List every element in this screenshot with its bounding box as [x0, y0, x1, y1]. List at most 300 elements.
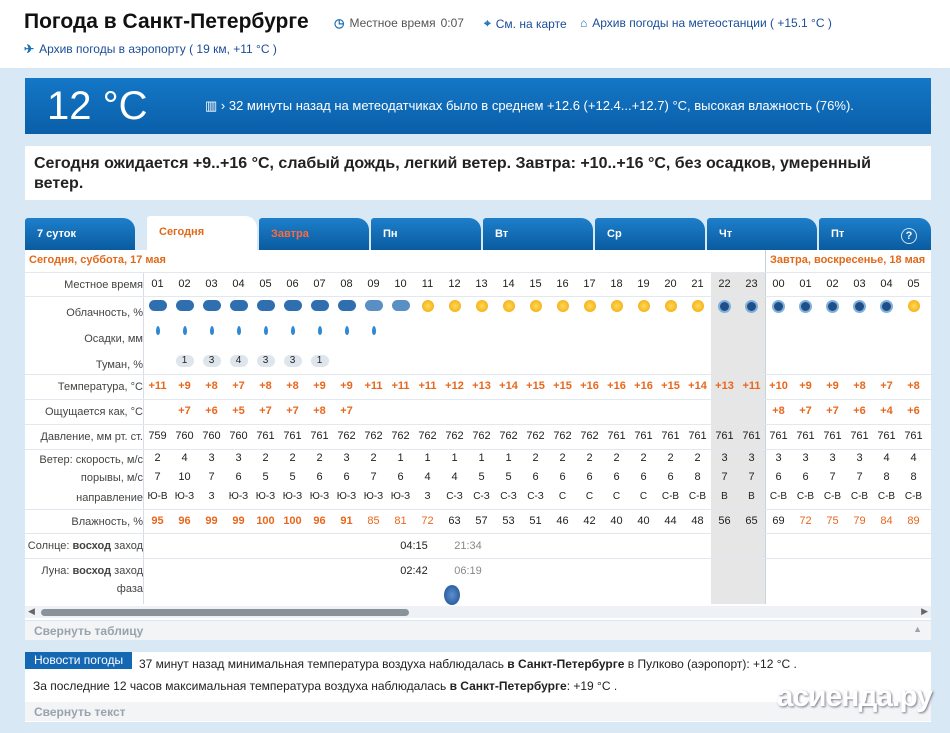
hour-cell: 05 [907, 278, 920, 290]
archive-airport-link[interactable]: ✈ Архив погоды в аэропорту ( 19 км, +11 °C ) [24, 42, 277, 56]
gust-cell: 6 [397, 471, 404, 483]
gust-cell: 7 [856, 471, 863, 483]
hour-cell: 04 [232, 278, 245, 290]
wind-cell: 4 [910, 452, 917, 464]
feels-cell: +4 [880, 405, 893, 417]
cloud-icon [230, 300, 248, 311]
pressure-cell: 762 [526, 430, 545, 442]
dir-cell: С-В [877, 491, 896, 502]
pressure-cell: 761 [661, 430, 680, 442]
gust-cell: 5 [505, 471, 512, 483]
humidity-cell: 48 [691, 515, 704, 527]
wind-cell: 3 [856, 452, 863, 464]
hour-cell: 23 [745, 278, 758, 290]
humidity-cell: 72 [421, 515, 434, 527]
temp-cell: +8 [259, 380, 272, 392]
humidity-cell: 81 [394, 515, 407, 527]
pressure-cell: 761 [715, 430, 734, 442]
wind-cell: 3 [748, 452, 755, 464]
wind-cell: 3 [721, 452, 728, 464]
dir-cell: С-В [850, 491, 869, 502]
hour-cell: 03 [205, 278, 218, 290]
wind-cell: 2 [532, 452, 539, 464]
hour-cell: 22 [718, 278, 731, 290]
feels-cell: +7 [826, 405, 839, 417]
sun-icon [584, 300, 596, 312]
cloud-icon [365, 300, 383, 311]
scroll-right-icon[interactable]: ▶ [921, 606, 928, 616]
dir-cell: Ю-В [147, 491, 168, 502]
night-icon [772, 300, 785, 313]
cloud-icon [630, 300, 657, 315]
drop-icon [345, 326, 349, 335]
humidity-cell: 53 [502, 515, 515, 527]
drop-icon [372, 326, 376, 335]
pressure-cell: 762 [472, 430, 491, 442]
tab-wed[interactable]: Ср [595, 218, 705, 250]
hour-cell: 18 [610, 278, 623, 290]
cloud-icon [468, 300, 495, 315]
humidity-cell: 99 [205, 515, 218, 527]
humidity-cell: 51 [529, 515, 542, 527]
gust-cell: 6 [235, 471, 242, 483]
feels-cell: +7 [799, 405, 812, 417]
hourly-table [25, 250, 931, 620]
archive-station-link[interactable]: ⌂ Архив погоды на метеостанции ( +15.1 °C ) [580, 16, 832, 30]
cloud-icon [738, 300, 765, 316]
pressure-cell: 761 [607, 430, 626, 442]
horizontal-scrollbar[interactable] [25, 606, 931, 618]
temp-cell: +13 [472, 380, 491, 392]
dir-cell: В [721, 491, 728, 502]
hour-cell: 06 [286, 278, 299, 290]
wind-cell: 2 [694, 452, 701, 464]
humidity-cell: 56 [718, 515, 731, 527]
sun-icon [530, 300, 542, 312]
day-tabs [25, 214, 931, 250]
hour-cell: 15 [529, 278, 542, 290]
hour-cell: 08 [340, 278, 353, 290]
rain-icon [306, 326, 333, 338]
cloud-icon [225, 300, 252, 314]
feels-cell: +7 [286, 405, 299, 417]
dir-cell: С [558, 491, 567, 502]
hour-cell: 21 [691, 278, 704, 290]
cloud-icon [792, 300, 819, 316]
fog-cell [198, 354, 225, 367]
feels-cell: +8 [772, 405, 785, 417]
header [0, 0, 950, 68]
cloud-icon [203, 300, 221, 311]
dir-cell: С-В [796, 491, 815, 502]
row-humidity: Влажность, % [25, 509, 931, 533]
cloud-icon [176, 300, 194, 311]
dir-cell: Ю-З [228, 491, 249, 502]
pressure-cell: 762 [553, 430, 572, 442]
news-line-1: 37 минут назад минимальная температура воздуха наблюдалась в Санкт-Петербурге в Пулково (аэропорт): +12 °C . [139, 657, 797, 671]
sun-icon [503, 300, 515, 312]
pressure-cell: 762 [391, 430, 410, 442]
temp-cell: +9 [313, 380, 326, 392]
drop-icon [318, 326, 322, 335]
building-icon: ▥ › [205, 98, 226, 113]
tab-thu[interactable]: Чт [707, 218, 817, 250]
temp-cell: +7 [232, 380, 245, 392]
cloud-icon [338, 300, 356, 311]
wind-cell: 2 [289, 452, 296, 464]
tab-mon[interactable]: Пн [371, 218, 481, 250]
cloud-icon [819, 300, 846, 316]
temp-cell: +11 [148, 380, 167, 392]
cloud-icon [684, 300, 711, 315]
humidity-cell: 96 [313, 515, 326, 527]
dir-cell: Ю-З [174, 491, 195, 502]
cloud-icon [360, 300, 387, 314]
dir-cell: С-В [688, 491, 707, 502]
night-icon [853, 300, 866, 313]
cloud-icon [306, 300, 333, 314]
temp-cell: +16 [634, 380, 653, 392]
hour-cell: 17 [583, 278, 596, 290]
humidity-cell: 95 [151, 515, 164, 527]
watermark: асиенда.ру [776, 680, 932, 713]
night-icon [718, 300, 731, 313]
temp-cell: +9 [178, 380, 191, 392]
cloud-icon [392, 300, 410, 311]
rain-icon [279, 326, 306, 338]
humidity-cell: 79 [853, 515, 866, 527]
row-moon: Луна: восход заход фаза 02:42 06:19 [25, 558, 931, 606]
temp-cell: +16 [607, 380, 626, 392]
temp-cell: +11 [418, 380, 437, 392]
humidity-cell: 96 [178, 515, 191, 527]
temp-cell: +15 [661, 380, 680, 392]
humidity-cell: 100 [283, 515, 302, 527]
temp-cell: +14 [688, 380, 707, 392]
sun-icon [557, 300, 569, 312]
temp-cell: +15 [526, 380, 545, 392]
map-link[interactable]: ⌖ См. на карте [484, 16, 567, 31]
gust-cell: 6 [343, 471, 350, 483]
tab-tomorrow[interactable]: Завтра [259, 218, 369, 250]
help-icon[interactable]: ? [901, 228, 917, 244]
feels-cell: +7 [259, 405, 272, 417]
hour-cell: 01 [799, 278, 812, 290]
drop-icon [210, 326, 214, 335]
wind-cell: 2 [316, 452, 323, 464]
fog-icon: 3 [257, 355, 275, 367]
row-feels: Ощущается как, °C [25, 399, 931, 424]
gust-cell: 6 [667, 471, 674, 483]
tab-tue[interactable]: Вт [483, 218, 593, 250]
row-time: Местное время [25, 272, 931, 296]
cloud-icon [603, 300, 630, 315]
gust-cell: 8 [910, 471, 917, 483]
gust-cell: 7 [748, 471, 755, 483]
wind-cell: 4 [181, 452, 188, 464]
temp-cell: +8 [907, 380, 920, 392]
cloud-icon [279, 300, 306, 314]
humidity-cell: 69 [772, 515, 785, 527]
feels-cell: +6 [205, 405, 218, 417]
cloud-icon [387, 300, 414, 314]
feels-cell: +6 [907, 405, 920, 417]
gust-cell: 6 [802, 471, 809, 483]
gust-cell: 6 [559, 471, 566, 483]
humidity-cell: 91 [340, 515, 353, 527]
cloud-icon [311, 300, 329, 311]
temp-cell: +8 [286, 380, 299, 392]
hour-cell: 03 [853, 278, 866, 290]
fog-cell [279, 354, 306, 367]
cloud-icon [144, 300, 171, 314]
temp-cell: +9 [340, 380, 353, 392]
temp-cell: +12 [445, 380, 464, 392]
pressure-cell: 762 [580, 430, 599, 442]
dir-cell: З [424, 491, 431, 502]
pressure-cell: 761 [742, 430, 761, 442]
gust-cell: 7 [721, 471, 728, 483]
rain-icon [360, 326, 387, 338]
wind-cell: 3 [802, 452, 809, 464]
sun-icon [422, 300, 434, 312]
pressure-cell: 761 [688, 430, 707, 442]
temp-cell: +11 [391, 380, 410, 392]
drop-icon [291, 326, 295, 335]
hour-cell: 12 [448, 278, 461, 290]
fog-cell [171, 354, 198, 367]
row-clouds: Облачность, % Осадки, мм Туман, % [25, 296, 931, 388]
gust-cell: 7 [370, 471, 377, 483]
humidity-cell: 57 [475, 515, 488, 527]
feels-cell: +5 [232, 405, 245, 417]
feels-cell: +7 [178, 405, 191, 417]
dir-cell: Ю-З [309, 491, 330, 502]
pressure-cell: 760 [175, 430, 194, 442]
gust-cell: 5 [262, 471, 269, 483]
wind-cell: 3 [235, 452, 242, 464]
cloud-icon [711, 300, 738, 316]
fog-cell [252, 354, 279, 367]
scroll-thumb[interactable] [41, 609, 409, 616]
humidity-cell: 99 [232, 515, 245, 527]
pressure-cell: 761 [256, 430, 275, 442]
temp-cell: +9 [799, 380, 812, 392]
dir-cell: В [748, 491, 755, 502]
gust-cell: 7 [829, 471, 836, 483]
forecast-summary: Сегодня ожидается +9..+16 °C, слабый дождь, легкий ветер. Завтра: +10..+16 °C, без осадков, умеренный ветер. [25, 146, 931, 200]
hour-cell: 10 [394, 278, 407, 290]
drop-icon [264, 326, 268, 335]
dir-cell: С-В [769, 491, 788, 502]
drop-icon [237, 326, 241, 335]
temp-cell: +14 [499, 380, 518, 392]
pressure-cell: 761 [310, 430, 329, 442]
sun-icon [692, 300, 704, 312]
rain-icon [333, 326, 360, 338]
fog-icon: 4 [230, 355, 248, 367]
tab-7-days[interactable]: 7 суток [25, 218, 135, 250]
rain-icon [198, 326, 225, 338]
airplane-icon: ✈ [24, 42, 35, 56]
dir-cell: С [585, 491, 594, 502]
cloud-icon [765, 300, 792, 316]
fog-icon: 1 [311, 355, 329, 367]
sun-icon [908, 300, 920, 312]
dir-cell: С-З [446, 491, 463, 502]
gust-cell: 6 [613, 471, 620, 483]
sun-icon [611, 300, 623, 312]
hour-cell: 16 [556, 278, 569, 290]
humidity-cell: 42 [583, 515, 596, 527]
gust-cell: 6 [316, 471, 323, 483]
tab-today[interactable]: Сегодня [147, 216, 257, 250]
moon-phase-icon [444, 585, 460, 605]
wind-cell: 2 [370, 452, 377, 464]
cloud-icon [522, 300, 549, 315]
gust-cell: 4 [451, 471, 458, 483]
gust-cell: 6 [640, 471, 647, 483]
wind-cell: 2 [154, 452, 161, 464]
cloud-icon [171, 300, 198, 314]
humidity-cell: 72 [799, 515, 812, 527]
collapse-text-button[interactable]: Свернуть текст [25, 702, 931, 721]
hour-cell: 07 [313, 278, 326, 290]
hour-cell: 13 [475, 278, 488, 290]
current-weather [25, 78, 931, 134]
pressure-cell: 761 [796, 430, 815, 442]
rain-icon [144, 326, 171, 338]
dir-cell: С-З [527, 491, 544, 502]
collapse-table-button[interactable]: Свернуть таблицу ▲ [25, 621, 931, 640]
row-temp: Температура, °C [25, 374, 931, 399]
cloud-icon [576, 300, 603, 315]
hour-cell: 20 [664, 278, 677, 290]
rain-icon [171, 326, 198, 338]
wind-cell: 1 [451, 452, 458, 464]
pressure-cell: 759 [148, 430, 167, 442]
sun-icon [476, 300, 488, 312]
pressure-cell: 761 [823, 430, 842, 442]
wind-cell: 3 [208, 452, 215, 464]
hour-cell: 00 [772, 278, 785, 290]
pressure-cell: 761 [850, 430, 869, 442]
dir-cell: Ю-З [336, 491, 357, 502]
pressure-cell: 760 [202, 430, 221, 442]
tab-fri[interactable]: Пт ? [819, 218, 931, 250]
humidity-cell: 40 [637, 515, 650, 527]
wind-cell: 3 [343, 452, 350, 464]
station-icon: ⌂ [580, 16, 588, 30]
wind-cell: 2 [586, 452, 593, 464]
fog-icon: 3 [284, 355, 302, 367]
dir-cell: Ю-З [390, 491, 411, 502]
humidity-cell: 40 [610, 515, 623, 527]
night-icon [826, 300, 839, 313]
temp-cell: +8 [205, 380, 218, 392]
wind-cell: 1 [478, 452, 485, 464]
wind-cell: 4 [883, 452, 890, 464]
sun-icon [638, 300, 650, 312]
pressure-cell: 761 [877, 430, 896, 442]
scroll-left-icon[interactable]: ◀ [28, 606, 35, 616]
cloud-icon [333, 300, 360, 314]
night-icon [799, 300, 812, 313]
hour-cell: 14 [502, 278, 515, 290]
humidity-cell: 46 [556, 515, 569, 527]
dir-cell: Ю-З [255, 491, 276, 502]
night-icon [880, 300, 893, 313]
pressure-cell: 762 [418, 430, 437, 442]
temp-cell: +9 [826, 380, 839, 392]
wind-cell: 1 [505, 452, 512, 464]
feels-cell: +7 [340, 405, 353, 417]
wind-cell: 2 [559, 452, 566, 464]
dir-cell: С-В [904, 491, 923, 502]
gust-cell: 6 [775, 471, 782, 483]
clock-icon: ◷ [334, 16, 345, 30]
hour-cell: 02 [826, 278, 839, 290]
cloud-icon [657, 300, 684, 315]
gust-cell: 5 [289, 471, 296, 483]
cloud-icon [149, 300, 167, 311]
wind-cell: 2 [262, 452, 269, 464]
fog-cell [306, 354, 333, 367]
pressure-cell: 762 [445, 430, 464, 442]
dir-cell: С-В [661, 491, 680, 502]
pressure-cell: 761 [283, 430, 302, 442]
feels-cell: +8 [313, 405, 326, 417]
humidity-cell: 63 [448, 515, 461, 527]
wind-cell: 1 [424, 452, 431, 464]
fog-icon: 1 [176, 355, 194, 367]
dir-cell: С-В [823, 491, 842, 502]
dir-cell: Ю-З [363, 491, 384, 502]
pressure-cell: 761 [769, 430, 788, 442]
humidity-cell: 84 [880, 515, 893, 527]
gust-cell: 8 [883, 471, 890, 483]
wind-cell: 1 [397, 452, 404, 464]
wind-cell: 2 [613, 452, 620, 464]
cloud-icon [252, 300, 279, 314]
hour-cell: 01 [151, 278, 164, 290]
row-sun: Солнце: восход заход 04:15 21:34 [25, 533, 931, 558]
rain-icon [225, 326, 252, 338]
hour-cell: 11 [421, 278, 434, 290]
fog-icon: 3 [203, 355, 221, 367]
wind-cell: 3 [829, 452, 836, 464]
cloud-icon [284, 300, 302, 311]
humidity-cell: 89 [907, 515, 920, 527]
pressure-cell: 761 [634, 430, 653, 442]
sun-icon [665, 300, 677, 312]
temp-cell: +7 [880, 380, 893, 392]
humidity-cell: 44 [664, 515, 677, 527]
map-pin-icon: ⌖ [484, 16, 491, 30]
cloud-icon [846, 300, 873, 316]
gust-cell: 10 [178, 471, 191, 483]
current-message: ▥ › 32 минуты назад на метеодатчиках было в среднем +12.6 (+12.4...+12.7) °C, высокая влажность (76%). [205, 98, 854, 113]
gust-cell: 6 [586, 471, 593, 483]
dir-cell: С-З [473, 491, 490, 502]
hour-cell: 09 [367, 278, 380, 290]
gust-cell: 4 [424, 471, 431, 483]
pressure-cell: 762 [337, 430, 356, 442]
gust-cell: 8 [694, 471, 701, 483]
hour-cell: 19 [637, 278, 650, 290]
local-time: ◷ Местное время 0:07 [334, 16, 464, 30]
dir-cell: С-З [500, 491, 517, 502]
